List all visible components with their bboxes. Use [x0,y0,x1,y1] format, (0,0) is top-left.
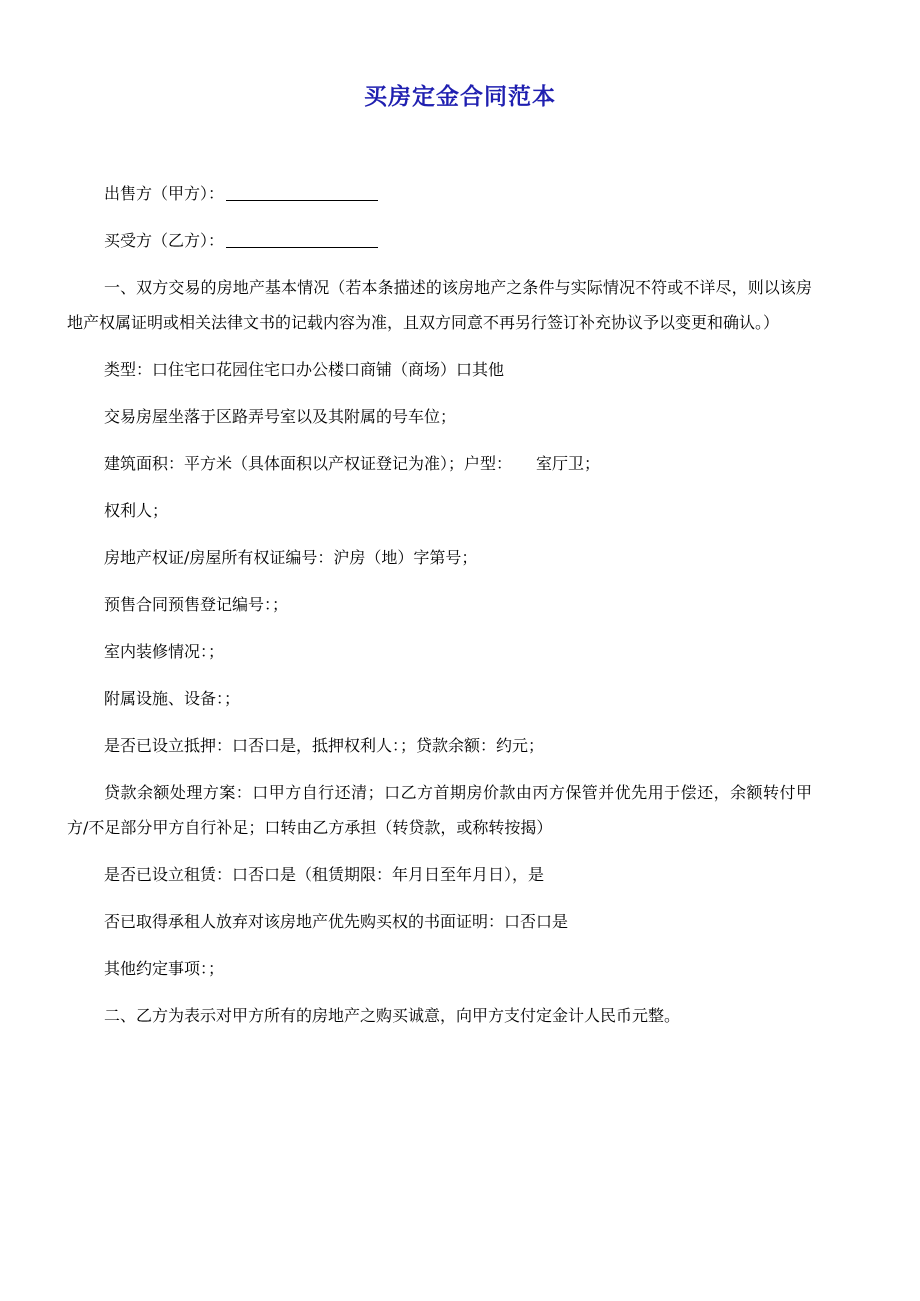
paragraph-location: 交易房屋坐落于区路弄号室以及其附属的号车位； [104,407,457,426]
paragraph-loan-plan: 贷款余额处理方案：口甲方自行还清；口乙方首期房价款由丙方保管并优先用于偿还，余额转付甲方/不足部分甲方自行补足；口转由乙方承担（转贷款，或称转按揭） [67,783,812,837]
paragraph-other: 其他约定事项：； [104,959,225,978]
paragraph-facilities: 附属设施、设备：； [104,689,241,708]
paragraph-clause-2: 二、乙方为表示对甲方所有的房地产之购买诚意，向甲方支付定金计人民币元整。 [104,1006,681,1025]
paragraph-owner: 权利人； [104,501,169,520]
paragraph-certificate: 房地产权证/房屋所有权证编号：沪房（地）字第号； [104,548,478,567]
buyer-line [67,223,812,258]
seller-line [67,176,812,211]
seller-label: 出售方（甲方）： [104,184,225,203]
document-body [67,176,812,1045]
paragraph-mortgage: 是否已设立抵押：口否口是，抵押权利人：；贷款余额：约元； [104,736,545,755]
document-title: 买房定金合同范本 [364,84,556,110]
seller-blank [226,199,378,201]
paragraph-tenant-waiver: 否已取得承租人放弃对该房地产优先购买权的书面证明：口否口是 [104,912,569,931]
buyer-label: 买受方（乙方）： [104,231,225,250]
paragraph-type: 类型：口住宅口花园住宅口办公楼口商铺（商场）口其他 [104,360,505,379]
buyer-blank [226,246,378,248]
paragraph-area: 建筑面积：平方米（具体面积以产权证登记为准）；户型： 室厅卫； [104,454,601,473]
paragraph-lease: 是否已设立租赁：口否口是（租赁期限：年月日至年月日），是 [104,865,545,884]
paragraph-decoration: 室内装修情况：； [104,642,225,661]
paragraph-presale: 预售合同预售登记编号：； [104,595,289,614]
paragraph-clause-1: 一、双方交易的房地产基本情况（若本条描述的该房地产之条件与实际情况不符或不详尽，则以该房地产权属证明或相关法律文书的记载内容为准，且双方同意不再另行签订补充协议予以变更和确认。） [67,278,812,332]
